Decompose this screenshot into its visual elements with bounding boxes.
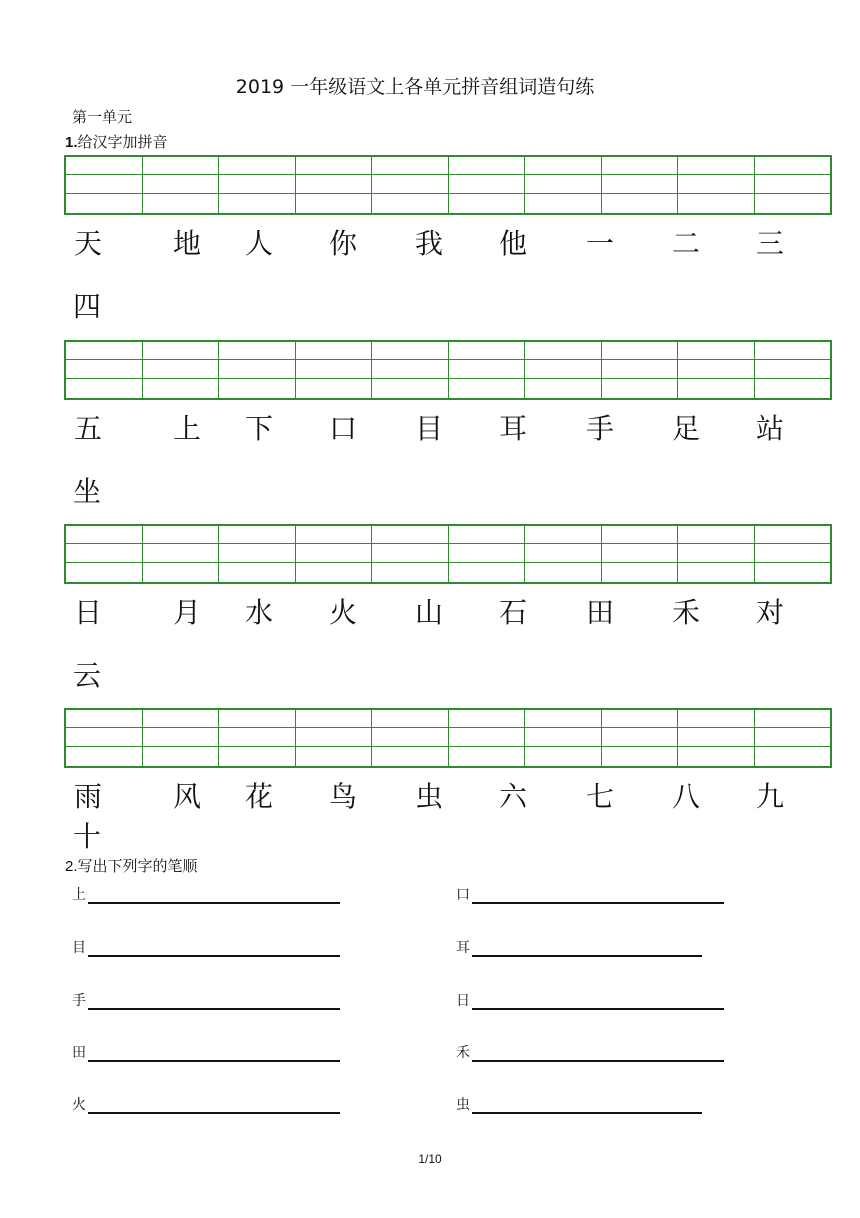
hanzi-character: 石 <box>498 596 527 629</box>
stroke-order-character: 上 <box>72 887 86 903</box>
pinyin-grid-cell[interactable] <box>678 710 755 766</box>
pinyin-grid-cell[interactable] <box>602 157 679 213</box>
section-1-number: 1. <box>65 134 78 151</box>
stroke-order-character: 田 <box>72 1045 86 1061</box>
page-title: 2019 一年级语文上各单元拼音组词造句练 <box>235 76 595 98</box>
hanzi-character: 三 <box>755 227 784 260</box>
stroke-order-item <box>456 937 702 957</box>
stroke-order-item <box>456 990 724 1010</box>
stroke-order-item <box>72 990 340 1010</box>
stroke-order-answer-line[interactable] <box>472 1046 724 1062</box>
pinyin-grid-cell[interactable] <box>678 526 755 582</box>
hanzi-character: 上 <box>172 412 201 445</box>
stroke-order-character: 虫 <box>456 1097 470 1113</box>
hanzi-character-wrap: 云 <box>73 659 102 692</box>
section-1-heading <box>65 131 168 152</box>
pinyin-grid-cell[interactable] <box>449 342 526 398</box>
pinyin-grid-cell[interactable] <box>296 157 373 213</box>
stroke-order-item <box>456 1042 724 1062</box>
stroke-order-character: 目 <box>72 940 86 956</box>
hanzi-character: 一 <box>585 227 614 260</box>
hanzi-character-wrap: 坐 <box>73 475 102 508</box>
pinyin-grid-cell[interactable] <box>449 157 526 213</box>
hanzi-character: 站 <box>755 412 784 445</box>
hanzi-character: 禾 <box>671 596 700 629</box>
stroke-order-item <box>72 937 340 957</box>
stroke-order-item <box>456 884 724 904</box>
pinyin-grid-cell[interactable] <box>143 526 220 582</box>
hanzi-character: 八 <box>671 780 700 813</box>
stroke-order-character: 耳 <box>456 940 470 956</box>
hanzi-character: 日 <box>73 596 102 629</box>
hanzi-character: 山 <box>414 596 443 629</box>
pinyin-grid-cell[interactable] <box>296 710 373 766</box>
pinyin-grid-cell[interactable] <box>66 157 143 213</box>
character-row <box>64 407 832 447</box>
stroke-order-answer-line[interactable] <box>88 941 340 957</box>
pinyin-grid-cell[interactable] <box>66 342 143 398</box>
character-row <box>64 222 832 262</box>
pinyin-grid-cell[interactable] <box>602 526 679 582</box>
pinyin-grid-cell[interactable] <box>755 526 831 582</box>
section-2-label: 写出下列字的笔顺 <box>77 857 198 875</box>
pinyin-grid-cell[interactable] <box>219 157 296 213</box>
section-2-heading <box>65 855 198 876</box>
stroke-order-answer-line[interactable] <box>88 888 340 904</box>
pinyin-grid-cell[interactable] <box>372 342 449 398</box>
hanzi-character: 虫 <box>414 780 443 813</box>
pinyin-grid-cell[interactable] <box>372 710 449 766</box>
pinyin-grid-cell[interactable] <box>449 526 526 582</box>
hanzi-character: 下 <box>244 412 273 445</box>
hanzi-character: 花 <box>244 780 273 813</box>
stroke-order-answer-line[interactable] <box>472 994 724 1010</box>
pinyin-grid-cell[interactable] <box>602 710 679 766</box>
stroke-order-item <box>456 1094 702 1114</box>
stroke-order-answer-line[interactable] <box>472 888 724 904</box>
character-row <box>64 591 832 631</box>
pinyin-grid-cell[interactable] <box>755 710 831 766</box>
section-2-number: 2. <box>65 858 78 875</box>
hanzi-character: 五 <box>73 412 102 445</box>
pinyin-grid <box>64 708 832 768</box>
hanzi-character: 地 <box>172 227 201 260</box>
stroke-order-character: 火 <box>72 1097 86 1113</box>
pinyin-grid-cell[interactable] <box>678 342 755 398</box>
pinyin-grid-cell[interactable] <box>755 157 831 213</box>
pinyin-grid <box>64 340 832 400</box>
hanzi-character: 口 <box>328 412 357 445</box>
hanzi-character: 你 <box>328 227 357 260</box>
pinyin-grid-cell[interactable] <box>525 157 602 213</box>
hanzi-character-wrap: 十 <box>73 820 102 853</box>
hanzi-character: 雨 <box>73 780 102 813</box>
hanzi-character: 七 <box>585 780 614 813</box>
pinyin-grid-cell[interactable] <box>678 157 755 213</box>
pinyin-grid <box>64 155 832 215</box>
section-1-label: 给汉字加拼音 <box>77 133 168 151</box>
pinyin-grid-cell[interactable] <box>143 342 220 398</box>
hanzi-character: 手 <box>585 412 614 445</box>
pinyin-grid-cell[interactable] <box>219 526 296 582</box>
pinyin-grid-cell[interactable] <box>143 157 220 213</box>
pinyin-grid-cell[interactable] <box>296 342 373 398</box>
unit-heading: 第一单元 <box>72 108 133 126</box>
pinyin-grid-cell[interactable] <box>602 342 679 398</box>
stroke-order-answer-line[interactable] <box>472 1098 702 1114</box>
stroke-order-item <box>72 884 340 904</box>
pinyin-grid-cell[interactable] <box>296 526 373 582</box>
hanzi-character: 目 <box>414 412 443 445</box>
pinyin-grid <box>64 524 832 584</box>
stroke-order-character: 手 <box>72 993 86 1009</box>
hanzi-character: 对 <box>755 596 784 629</box>
stroke-order-answer-line[interactable] <box>88 994 340 1010</box>
pinyin-grid-cell[interactable] <box>372 157 449 213</box>
pinyin-grid-cell[interactable] <box>525 526 602 582</box>
page-number: 1/10 <box>418 1152 442 1166</box>
pinyin-grid-cell[interactable] <box>219 710 296 766</box>
stroke-order-character: 禾 <box>456 1045 470 1061</box>
pinyin-grid-cell[interactable] <box>755 342 831 398</box>
hanzi-character: 水 <box>244 596 273 629</box>
pinyin-grid-cell[interactable] <box>66 710 143 766</box>
stroke-order-answer-line[interactable] <box>472 941 702 957</box>
pinyin-grid-cell[interactable] <box>449 710 526 766</box>
hanzi-character: 风 <box>172 780 201 813</box>
hanzi-character: 我 <box>414 227 443 260</box>
hanzi-character: 人 <box>244 227 273 260</box>
pinyin-grid-cell[interactable] <box>143 710 220 766</box>
hanzi-character: 足 <box>671 412 700 445</box>
hanzi-character: 二 <box>671 227 700 260</box>
stroke-order-character: 日 <box>456 993 470 1009</box>
hanzi-character: 鸟 <box>328 780 357 813</box>
stroke-order-item <box>72 1042 340 1062</box>
hanzi-character: 田 <box>585 596 614 629</box>
hanzi-character: 他 <box>498 227 527 260</box>
stroke-order-answer-line[interactable] <box>88 1098 340 1114</box>
hanzi-character: 月 <box>172 596 201 629</box>
pinyin-grid-cell[interactable] <box>372 526 449 582</box>
hanzi-character: 九 <box>755 780 784 813</box>
stroke-order-answer-line[interactable] <box>88 1046 340 1062</box>
pinyin-grid-cell[interactable] <box>525 710 602 766</box>
hanzi-character: 耳 <box>498 412 527 445</box>
pinyin-grid-cell[interactable] <box>525 342 602 398</box>
hanzi-character: 六 <box>498 780 527 813</box>
character-row <box>64 775 832 815</box>
hanzi-character: 火 <box>328 596 357 629</box>
pinyin-grid-cell[interactable] <box>219 342 296 398</box>
pinyin-grid-cell[interactable] <box>66 526 143 582</box>
hanzi-character: 天 <box>73 227 102 260</box>
hanzi-character-wrap: 四 <box>73 290 102 323</box>
stroke-order-item <box>72 1094 340 1114</box>
stroke-order-character: 口 <box>456 887 470 903</box>
